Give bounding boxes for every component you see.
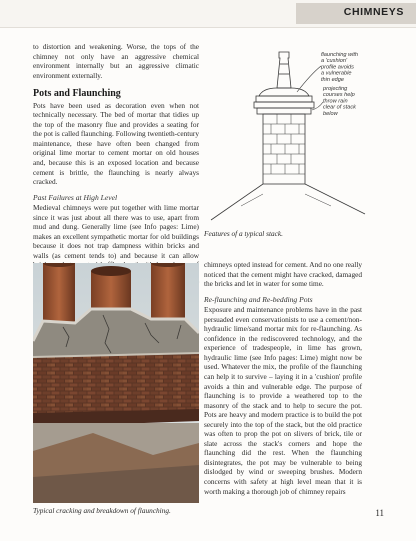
chapter-title: CHIMNEYS — [343, 6, 404, 18]
chimney-stack-drawing — [201, 44, 371, 226]
reflaunching-paragraph: Exposure and maintenance problems have in the past persuaded even conservationists to use a cement/non-hydraulic lime/sand mortar mix for re-flaunching. As confidence in the rediscovered technology, and the experience of tradespeople, in lime has grown, hydraulic lime (see Info pages: Lime) might now be used. Whatever the mix, the profile of the flaunching can help it to survive – laying it in a 'cushion' profile avoids a thin and vulnerable edge. The purpose of flaunching is to provide a weathered top to the masonry of the stack and to help to secure the pot. Pots are heavy and modern practice is to build the pot securely into the top of the stack, but the old practice was often to prop the pot on slivers of brick, tile or slate across the stack's corners and hope the flaunching did the rest. When the flaunching disintegrates, the pot may be vulnerable to being dislodged by wind or sweeping brushes. Modern concerns with safety at high level mean that it is worth making a thorough job of chimney repairs — [204, 305, 362, 496]
running-header — [0, 0, 416, 27]
stack-figure-caption: Features of a typical stack. — [204, 229, 283, 238]
annotation-projecting-courses: projecting courses help throw rain clear of stack below — [323, 86, 356, 117]
past-failures-paragraph: Medieval chimneys were put together with lime mortar since it was just about all there was to use, apart from mud and dung. Generally lime (see Info pages: Lime) makes an excellent sympathetic mortar for old buildings because it does not trap dampness within bricks and walls (as cement tends to) and because it can allow — [33, 203, 199, 260]
intro-paragraph: to distortion and weakening. Worse, the tops of the chimney not only have an aggressive chemical environment internally but an aggressive climatic environment externally. — [33, 42, 199, 80]
photo-caption: Typical cracking and breakdown of flaunching. — [33, 506, 171, 515]
cracked-flaunching-photo — [33, 263, 199, 503]
cement-continuation-paragraph: chimneys opted instead for cement. And no one really noticed that the cement might have cracked, damaged the bricks and let in water for some time. — [204, 260, 362, 289]
section-heading: Pots and Flaunching — [33, 88, 121, 100]
subheading-past-failures: Past Failures at High Level — [33, 192, 118, 202]
right-column — [204, 260, 362, 496]
page-number: 11 — [375, 508, 384, 518]
pots-paragraph: Pots have been used as decoration even when not technically necessary. The bed of mortar that tidies up the top of the masonry flue and provides a seating for the pot is called flaunching. Following twentieth-century maintenance, these have often been changed from original lime mortar to cement mortar on old houses and, because this is an exposed location and because cement is brittle, the flaunching is nearly always cracked. — [33, 100, 199, 187]
subheading-reflaunching: Re-flaunching and Re-bedding Pots — [204, 294, 313, 304]
annotation-flaunching: flaunching with a 'cushion' profile avoids a vulnerable thin edge — [321, 52, 359, 83]
header-rule — [0, 27, 416, 28]
